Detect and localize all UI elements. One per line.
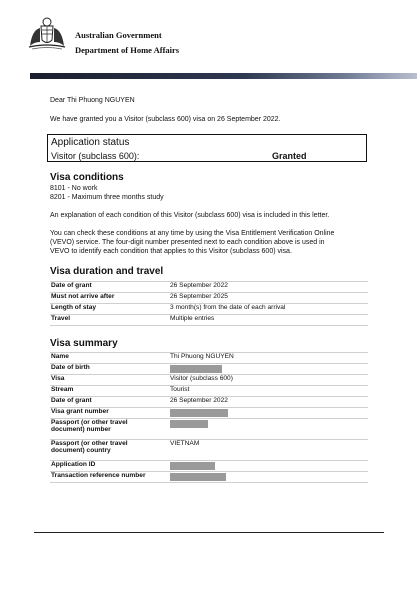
agency-name: Australian Government xyxy=(75,30,162,40)
coat-of-arms-logo xyxy=(26,16,68,52)
application-status-value: Granted xyxy=(272,151,307,161)
redaction-block xyxy=(170,420,208,428)
row-value: Thi Phuong NGUYEN xyxy=(166,353,368,364)
visa-summary-table xyxy=(50,352,368,483)
redaction-block xyxy=(170,462,215,470)
row-value: 26 September 2025 xyxy=(166,293,368,304)
application-status-box xyxy=(47,134,367,162)
application-status-visa: Visitor (subclass 600): xyxy=(51,151,140,161)
redaction-block xyxy=(170,365,222,373)
row-label: Must not arrive after xyxy=(50,293,166,304)
row-value: Tourist xyxy=(166,386,368,397)
row-label-continued: document) number xyxy=(51,426,111,433)
row-value: Multiple entries xyxy=(166,315,368,326)
row-label: Name xyxy=(50,353,166,364)
application-status-title: Application status xyxy=(51,137,130,148)
row-label: Transaction reference number xyxy=(50,472,166,483)
vevo-paragraph-line: (VEVO) service. The four-digit number presented next to each condition above is used in xyxy=(50,239,325,246)
greeting: Dear Thi Phuong NGUYEN xyxy=(50,97,135,104)
table-row xyxy=(50,472,368,483)
table-row xyxy=(50,408,368,419)
row-label: Application ID xyxy=(50,461,166,472)
row-value: 3 month(s) from the date of each arrival xyxy=(166,304,368,315)
table-row xyxy=(50,397,368,408)
visa-summary-heading: Visa summary xyxy=(50,338,118,349)
visa-duration-heading: Visa duration and travel xyxy=(50,266,164,277)
row-label: Length of stay xyxy=(50,304,166,315)
table-row xyxy=(50,419,368,440)
table-row xyxy=(50,304,368,315)
condition-item: 8101 - No work xyxy=(50,185,98,192)
row-value: Visitor (subclass 600) xyxy=(166,375,368,386)
vevo-paragraph-line: You can check these conditions at any time by using the Visa Entitlement Verification Online xyxy=(50,230,335,237)
row-label-continued: document) country xyxy=(51,447,111,454)
row-value: 26 September 2022 xyxy=(166,397,368,408)
row-label: Visa xyxy=(50,375,166,386)
visa-conditions-heading: Visa conditions xyxy=(50,172,124,183)
header-band xyxy=(30,73,417,79)
table-row xyxy=(50,353,368,364)
row-label: Date of birth xyxy=(50,364,166,375)
table-row xyxy=(50,386,368,397)
conditions-explanation: An explanation of each condition of this Visitor (subclass 600) visa is included in this letter. xyxy=(50,212,330,219)
row-label: Travel xyxy=(50,315,166,326)
table-row xyxy=(50,461,368,472)
table-row xyxy=(50,375,368,386)
table-row xyxy=(50,293,368,304)
condition-item: 8201 - Maximum three months study xyxy=(50,194,164,201)
redaction-block xyxy=(170,473,226,481)
department-name: Department of Home Affairs xyxy=(75,45,180,55)
row-label: Passport (or other travel xyxy=(51,440,128,447)
grant-intro: We have granted you a Visitor (subclass 600) visa on 26 September 2022. xyxy=(50,116,281,123)
row-label: Date of grant xyxy=(50,282,166,293)
footer-divider xyxy=(34,532,384,533)
row-label: Visa grant number xyxy=(50,408,166,419)
row-label: Stream xyxy=(50,386,166,397)
row-label: Date of grant xyxy=(50,397,166,408)
row-value: VIETNAM xyxy=(166,440,368,461)
redaction-block xyxy=(170,409,228,417)
letterhead xyxy=(0,0,417,80)
table-row xyxy=(50,440,368,461)
visa-duration-table xyxy=(50,281,368,326)
vevo-paragraph-line: VEVO to identify each condition that applies to this Visitor (subclass 600) visa. xyxy=(50,248,292,255)
row-value: 26 September 2022 xyxy=(166,282,368,293)
table-row xyxy=(50,364,368,375)
row-label: Passport (or other travel xyxy=(51,419,128,426)
table-row xyxy=(50,315,368,326)
table-row xyxy=(50,282,368,293)
